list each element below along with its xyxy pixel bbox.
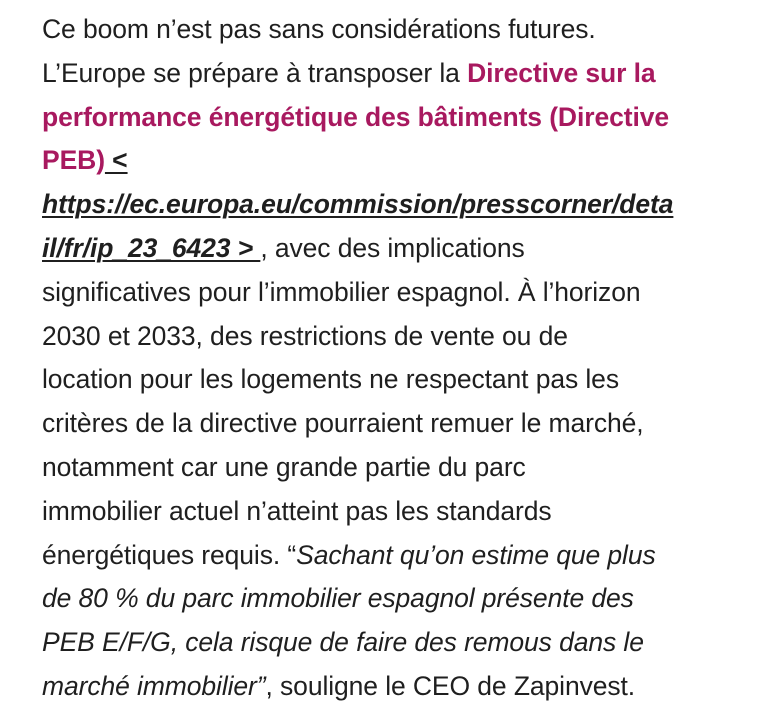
directive-link[interactable]: Directive sur la — [467, 57, 656, 88]
paragraph-text: , avec des implications — [260, 232, 525, 263]
text-line — [42, 52, 742, 96]
paragraph-text: immobilier actuel n’atteint pas les standards — [42, 495, 552, 526]
text-line — [42, 139, 742, 183]
directive-link[interactable]: performance énergétique des bâtiments (Directive — [42, 101, 669, 132]
text-line — [42, 358, 742, 402]
paragraph-text: 2030 et 2033, des restrictions de vente ou de — [42, 320, 568, 351]
text-line — [42, 271, 742, 315]
text-line — [42, 446, 742, 490]
text-line — [42, 227, 742, 271]
quote-text: PEB E/F/G, cela risque de faire des remous dans le — [42, 627, 644, 658]
text-line — [42, 665, 742, 709]
text-line — [42, 621, 742, 665]
quote-text: de 80 % du parc immobilier espagnol présente des — [42, 583, 634, 614]
text-line — [42, 490, 742, 534]
quote-text: marché immobilier” — [42, 670, 266, 701]
text-line — [42, 534, 742, 578]
url-open-bracket[interactable]: < — [104, 145, 128, 176]
press-url-link[interactable]: il/fr/ip_23_6423 > — [42, 232, 261, 263]
paragraph-text: notamment car une grande partie du parc — [42, 451, 526, 482]
paragraph-text: énergétiques requis. “ — [42, 539, 297, 570]
text-line — [42, 183, 742, 227]
quote-text: Sachant qu’on estime que plus — [296, 539, 656, 570]
article-paragraph — [42, 8, 742, 709]
text-line — [42, 577, 742, 621]
text-line — [42, 315, 742, 359]
paragraph-text: , souligne le CEO de Zapinvest. — [265, 670, 636, 701]
paragraph-text: location pour les logements ne respectant pas les — [42, 364, 619, 395]
paragraph-text: L’Europe se prépare à transposer la — [42, 57, 468, 88]
press-url-link[interactable]: https://ec.europa.eu/commission/presscorner/deta — [42, 189, 674, 220]
text-line — [42, 402, 742, 446]
text-line — [42, 8, 742, 52]
text-line — [42, 96, 742, 140]
directive-link[interactable]: PEB) — [42, 145, 105, 176]
paragraph-text: Ce boom n’est pas sans considérations futures. — [42, 14, 596, 44]
paragraph-text: significatives pour l’immobilier espagnol. À l’horizon — [42, 276, 641, 307]
paragraph-text: critères de la directive pourraient remuer le marché, — [42, 408, 644, 439]
